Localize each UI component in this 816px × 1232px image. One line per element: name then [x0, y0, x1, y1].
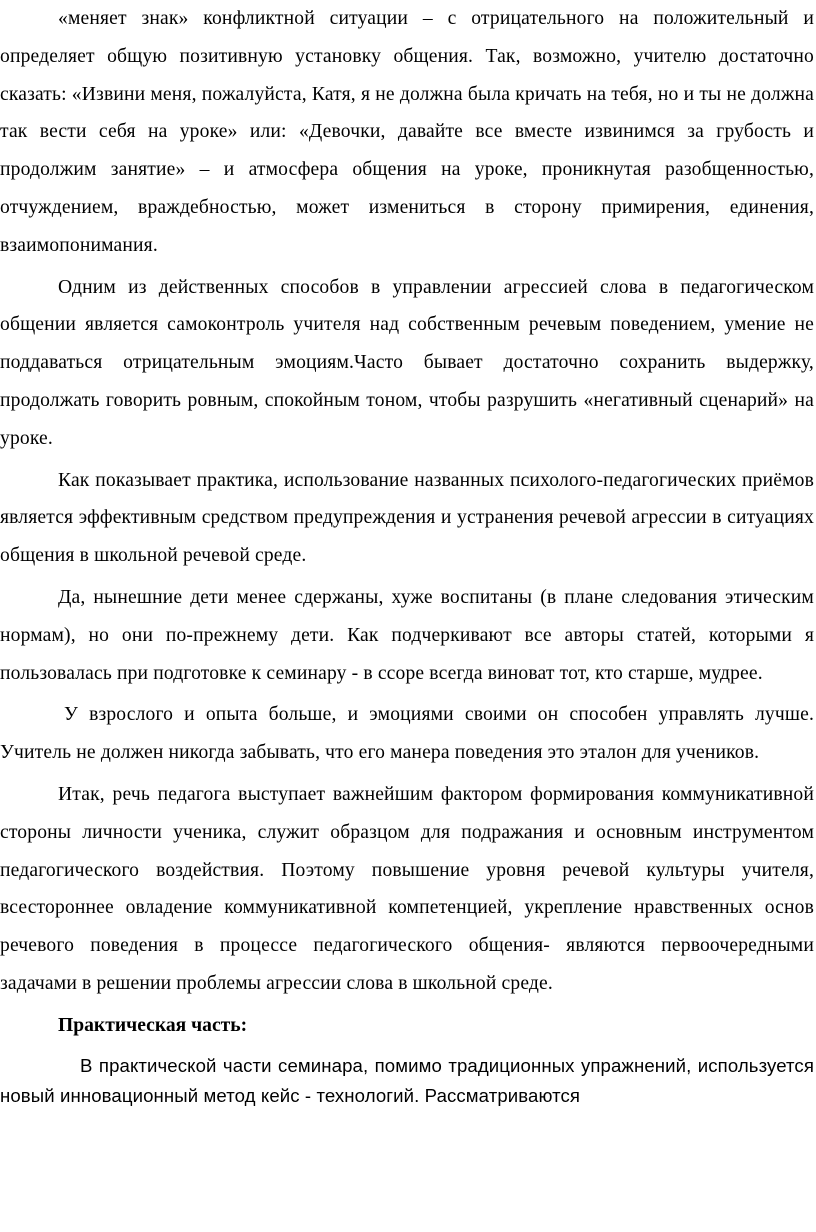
section-heading: Практическая часть: [58, 1014, 248, 1036]
practice-paragraph: В практической части семинара, помимо традиционных упражнений, используется новый инновационный метод кейс - технологий. Рассматриваются [0, 1054, 814, 1106]
paragraph-1: «меняет знак» конфликтной ситуации – с отрицательного на положительный и определяет общую позитивную установку общения. Так, возможно, учителю достаточно сказать: «Извини меня, пожалуйста, Катя, я не должна была кричать на тебя, но и ты не должна так вести себя на уроке» или: «Девочки, давайте все вместе извинимся за грубость и продолжим занятие» – и атмосфера общения на уроке, проникнутая разобщенностью, отчуждением, враждебностью, может измениться в сторону примирения, единения, взаимопонимания. [0, 8, 814, 256]
paragraph-2: Одним из действенных способов в управлении агрессией слова в педагогическом общении является самоконтроль учителя над собственным речевым поведением, умение не поддаваться отрицательным эмоциям.Часто бывает достаточно сохранить выдержку, продолжать говорить ровным, спокойным тоном, чтобы разрушить «негативный сценарий» на уроке. [0, 276, 814, 449]
paragraph-5: У взрослого и опыта больше, и эмоциями своими он способен управлять лучше. Учитель не должен никогда забывать, что его манера поведения это эталон для учеников. [0, 704, 814, 764]
paragraph-4: Да, нынешние дети менее сдержаны, хуже воспитаны (в плане следования этическим нормам), но они по-прежнему дети. Как подчеркивают все авторы статей, которыми я пользовалась при подготовке к семинару - в ссоре всегда виноват тот, кто старше, мудрее. [0, 586, 814, 684]
paragraph-6: Итак, речь педагога выступает важнейшим фактором формирования коммуникативной стороны личности ученика, служит образцом для подражания и основным инструментом педагогического воздействия. Поэтому повышение уровня речевой культуры учителя, всестороннее овладение коммуникативной компетенцией, укрепление нравственных основ речевого поведения в процессе педагогического общения- являются первоочередными задачами в решении проблемы агрессии слова в школьной среде. [0, 783, 814, 994]
paragraph-3: Как показывает практика, использование названных психолого-педагогических приёмов является эффективным средством предупреждения и устранения речевой агрессии в ситуациях общения в школьной речевой среде. [0, 469, 814, 567]
